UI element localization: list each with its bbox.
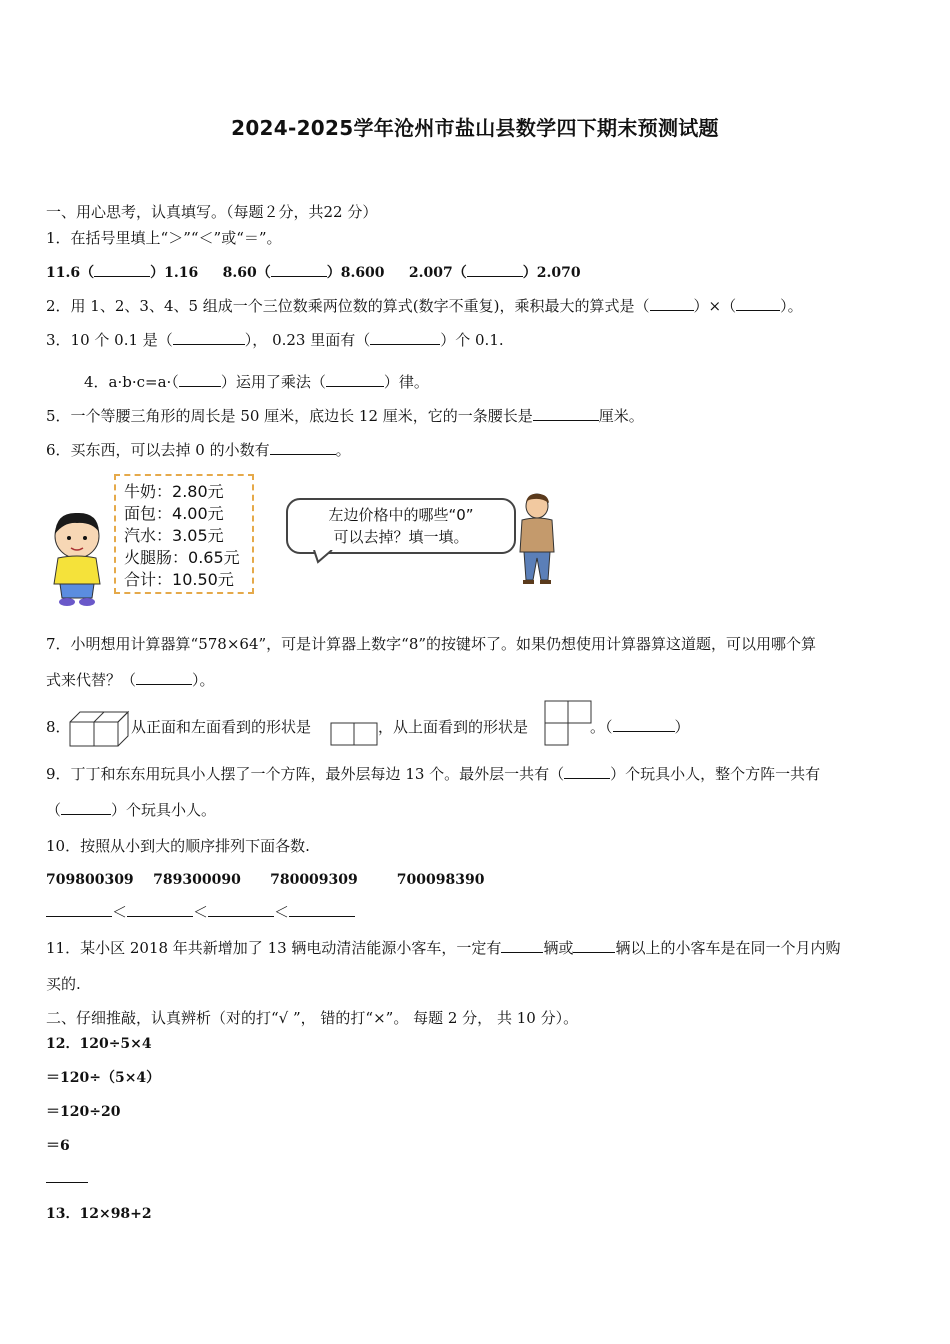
q8-blank[interactable]	[613, 717, 675, 732]
q10-blank-1[interactable]	[46, 902, 112, 917]
question-5	[46, 406, 644, 426]
q9-blank-2[interactable]	[61, 800, 111, 815]
q2-blank-2[interactable]	[736, 296, 780, 311]
question-13: 13．12×98+2	[46, 1206, 152, 1222]
q3-mid: ）， 0.23 里面有（	[244, 331, 371, 349]
price-item: 面包：	[124, 504, 173, 523]
q7-end: ）。	[192, 671, 215, 689]
price-value: 10.50元	[172, 570, 234, 589]
price-item: 火腿肠：	[124, 548, 189, 567]
question-9-line-1	[46, 764, 820, 784]
q3-blank-1[interactable]	[173, 330, 245, 345]
q1-blank-2[interactable]	[271, 262, 327, 277]
question-8-number: 8．	[46, 718, 71, 736]
cube-solid-icon	[68, 706, 130, 748]
less-than-sign: ＜	[274, 903, 290, 921]
question-7-line-2	[46, 670, 215, 690]
q9-mid: ）个玩具小人，整个方阵一共有	[610, 765, 821, 783]
question-7-line-1: 7．小明想用计算器算“578×64”，可是计算器上数字“8”的按键坏了。如果仍想使用计算器算这道题，可以用哪个算	[46, 635, 817, 653]
q10-blank-2[interactable]	[127, 902, 193, 917]
teacher-illustration-icon	[514, 492, 560, 588]
q7-blank[interactable]	[136, 670, 192, 685]
question-1-comparisons: 11.6（ ）1.16 8.60（ ）8.600 2.007（ ）2.070	[46, 262, 581, 283]
q10-number: 780009309	[270, 872, 358, 888]
q6-text: 6．买东西，可以去掉 0 的小数有	[46, 441, 270, 459]
speech-bubble-tail-icon	[312, 550, 336, 564]
question-11-line-1	[46, 938, 840, 958]
q1-value-a2: 8.60	[222, 265, 257, 281]
q10-number: 789300090	[153, 872, 241, 888]
q3-text: 3．10 个 0.1 是（	[46, 331, 173, 349]
front-view-shape-icon	[330, 722, 378, 746]
q10-numbers	[46, 870, 484, 890]
question-12: 12．120÷5×4	[46, 1036, 152, 1052]
q1-blank-1[interactable]	[94, 262, 150, 277]
q12-step-3: ＝6	[46, 1138, 70, 1154]
q1-value-a1: 11.6	[46, 265, 81, 281]
q10-answer-blanks	[46, 902, 355, 922]
question-1: 1．在括号里填上“＞”“＜”或“＝”。	[46, 229, 282, 247]
q11-blank-2[interactable]	[573, 938, 615, 953]
q2-blank-1[interactable]	[650, 296, 694, 311]
price-item: 牛奶：	[124, 482, 173, 501]
q12-blank[interactable]	[46, 1168, 88, 1183]
price-row	[124, 525, 252, 547]
less-than-sign: ＜	[193, 903, 209, 921]
price-row	[124, 503, 252, 525]
q10-number: 709800309	[46, 872, 134, 888]
price-row	[124, 569, 252, 591]
q4-blank-1[interactable]	[179, 372, 221, 387]
q5-blank[interactable]	[533, 406, 599, 421]
q1-value-b1: 1.16	[164, 265, 199, 281]
q12-step-1: ＝120÷（5×4）	[46, 1070, 161, 1086]
q10-number: 700098390	[396, 872, 485, 888]
question-11-line-2: 买的.	[46, 975, 81, 993]
price-value: 3.05元	[172, 526, 224, 545]
q2-end: ）。	[780, 297, 803, 315]
q1-blank-3[interactable]	[467, 262, 523, 277]
q1-value-a3: 2.007	[408, 265, 453, 281]
q3-end: ）个 0.1.	[440, 331, 504, 349]
section-2-heading: 二、仔细推敲，认真辨析（对的打“√ ”， 错的打“×”。 每题 2 分， 共 10 分）。	[46, 1009, 579, 1027]
q8-front-left-text: 从正面和左面看到的形状是	[131, 718, 312, 736]
price-item: 汽水：	[124, 526, 173, 545]
q11-blank-1[interactable]	[501, 938, 543, 953]
q10-blank-3[interactable]	[208, 902, 274, 917]
boy-illustration-icon	[46, 508, 108, 608]
q8-open: 。（	[590, 718, 613, 736]
q2-text: 2．用 1、2、3、4、5 组成一个三位数乘两位数的算式(数字不重复)，乘积最大的算式是（	[46, 297, 650, 315]
q11-end: 辆以上的小客车是在同一个月内购	[615, 939, 841, 957]
q1-value-b2: 8.600	[340, 265, 385, 281]
price-value: 0.65元	[188, 548, 240, 567]
bubble-line-2: 可以去掉？填一填。	[333, 528, 469, 546]
top-view-shape-icon	[544, 700, 592, 746]
q8-close: ）	[674, 718, 690, 736]
section-1-heading: 一、用心思考，认真填写。（每题２分，共22 分）	[46, 203, 378, 221]
q6-blank[interactable]	[270, 440, 336, 455]
q4-mid: ）运用了乘法（	[220, 373, 326, 391]
question-3	[46, 330, 504, 350]
question-2	[46, 296, 803, 316]
price-value: 4.00元	[172, 504, 224, 523]
q9-blank-1[interactable]	[564, 764, 610, 779]
question-10: 10．按照从小到大的顺序排列下面各数.	[46, 837, 310, 855]
q11-text: 11．某小区 2018 年共新增加了 13 辆电动清洁能源小客车，一定有	[46, 939, 502, 957]
less-than-sign: ＜	[112, 903, 128, 921]
q4-blank-2[interactable]	[326, 372, 384, 387]
q9-open: （	[46, 801, 62, 819]
price-list	[114, 474, 254, 594]
q9-end: ）个玩具小人。	[111, 801, 217, 819]
q8-top-text: ，从上面看到的形状是	[378, 718, 529, 736]
question-6	[46, 440, 351, 460]
price-row	[124, 481, 252, 503]
q11-mid: 辆或	[543, 939, 574, 957]
q4-text: 4．a·b·c=a·（	[84, 373, 179, 391]
q2-times: ）×（	[693, 297, 737, 315]
q12-answer-line	[46, 1168, 88, 1188]
q12-step-2: ＝120÷20	[46, 1104, 121, 1120]
q5-end: 厘米。	[598, 407, 644, 425]
price-item: 合计：	[124, 570, 173, 589]
q3-blank-2[interactable]	[370, 330, 440, 345]
q4-end: ）律。	[383, 373, 429, 391]
question-4	[84, 372, 429, 392]
q8-answer	[590, 717, 690, 737]
speech-bubble	[286, 498, 516, 554]
q5-text: 5．一个等腰三角形的周长是 50 厘米，底边长 12 厘米，它的一条腰长是	[46, 407, 533, 425]
q1-value-b3: 2.070	[536, 265, 581, 281]
price-value: 2.80元	[172, 482, 224, 501]
q7-text: 式来代替？（	[46, 671, 137, 689]
page-title: 2024-2025学年沧州市盐山县数学四下期末预测试题	[231, 116, 719, 140]
q6-end: 。	[335, 441, 351, 459]
q9-text: 9．丁丁和东东用玩具小人摆了一个方阵，最外层每边 13 个。最外层一共有（	[46, 765, 565, 783]
bubble-line-1: 左边价格中的哪些“0”	[328, 506, 474, 524]
question-9-line-2	[46, 800, 216, 820]
price-row	[124, 547, 252, 569]
q10-blank-4[interactable]	[289, 902, 355, 917]
